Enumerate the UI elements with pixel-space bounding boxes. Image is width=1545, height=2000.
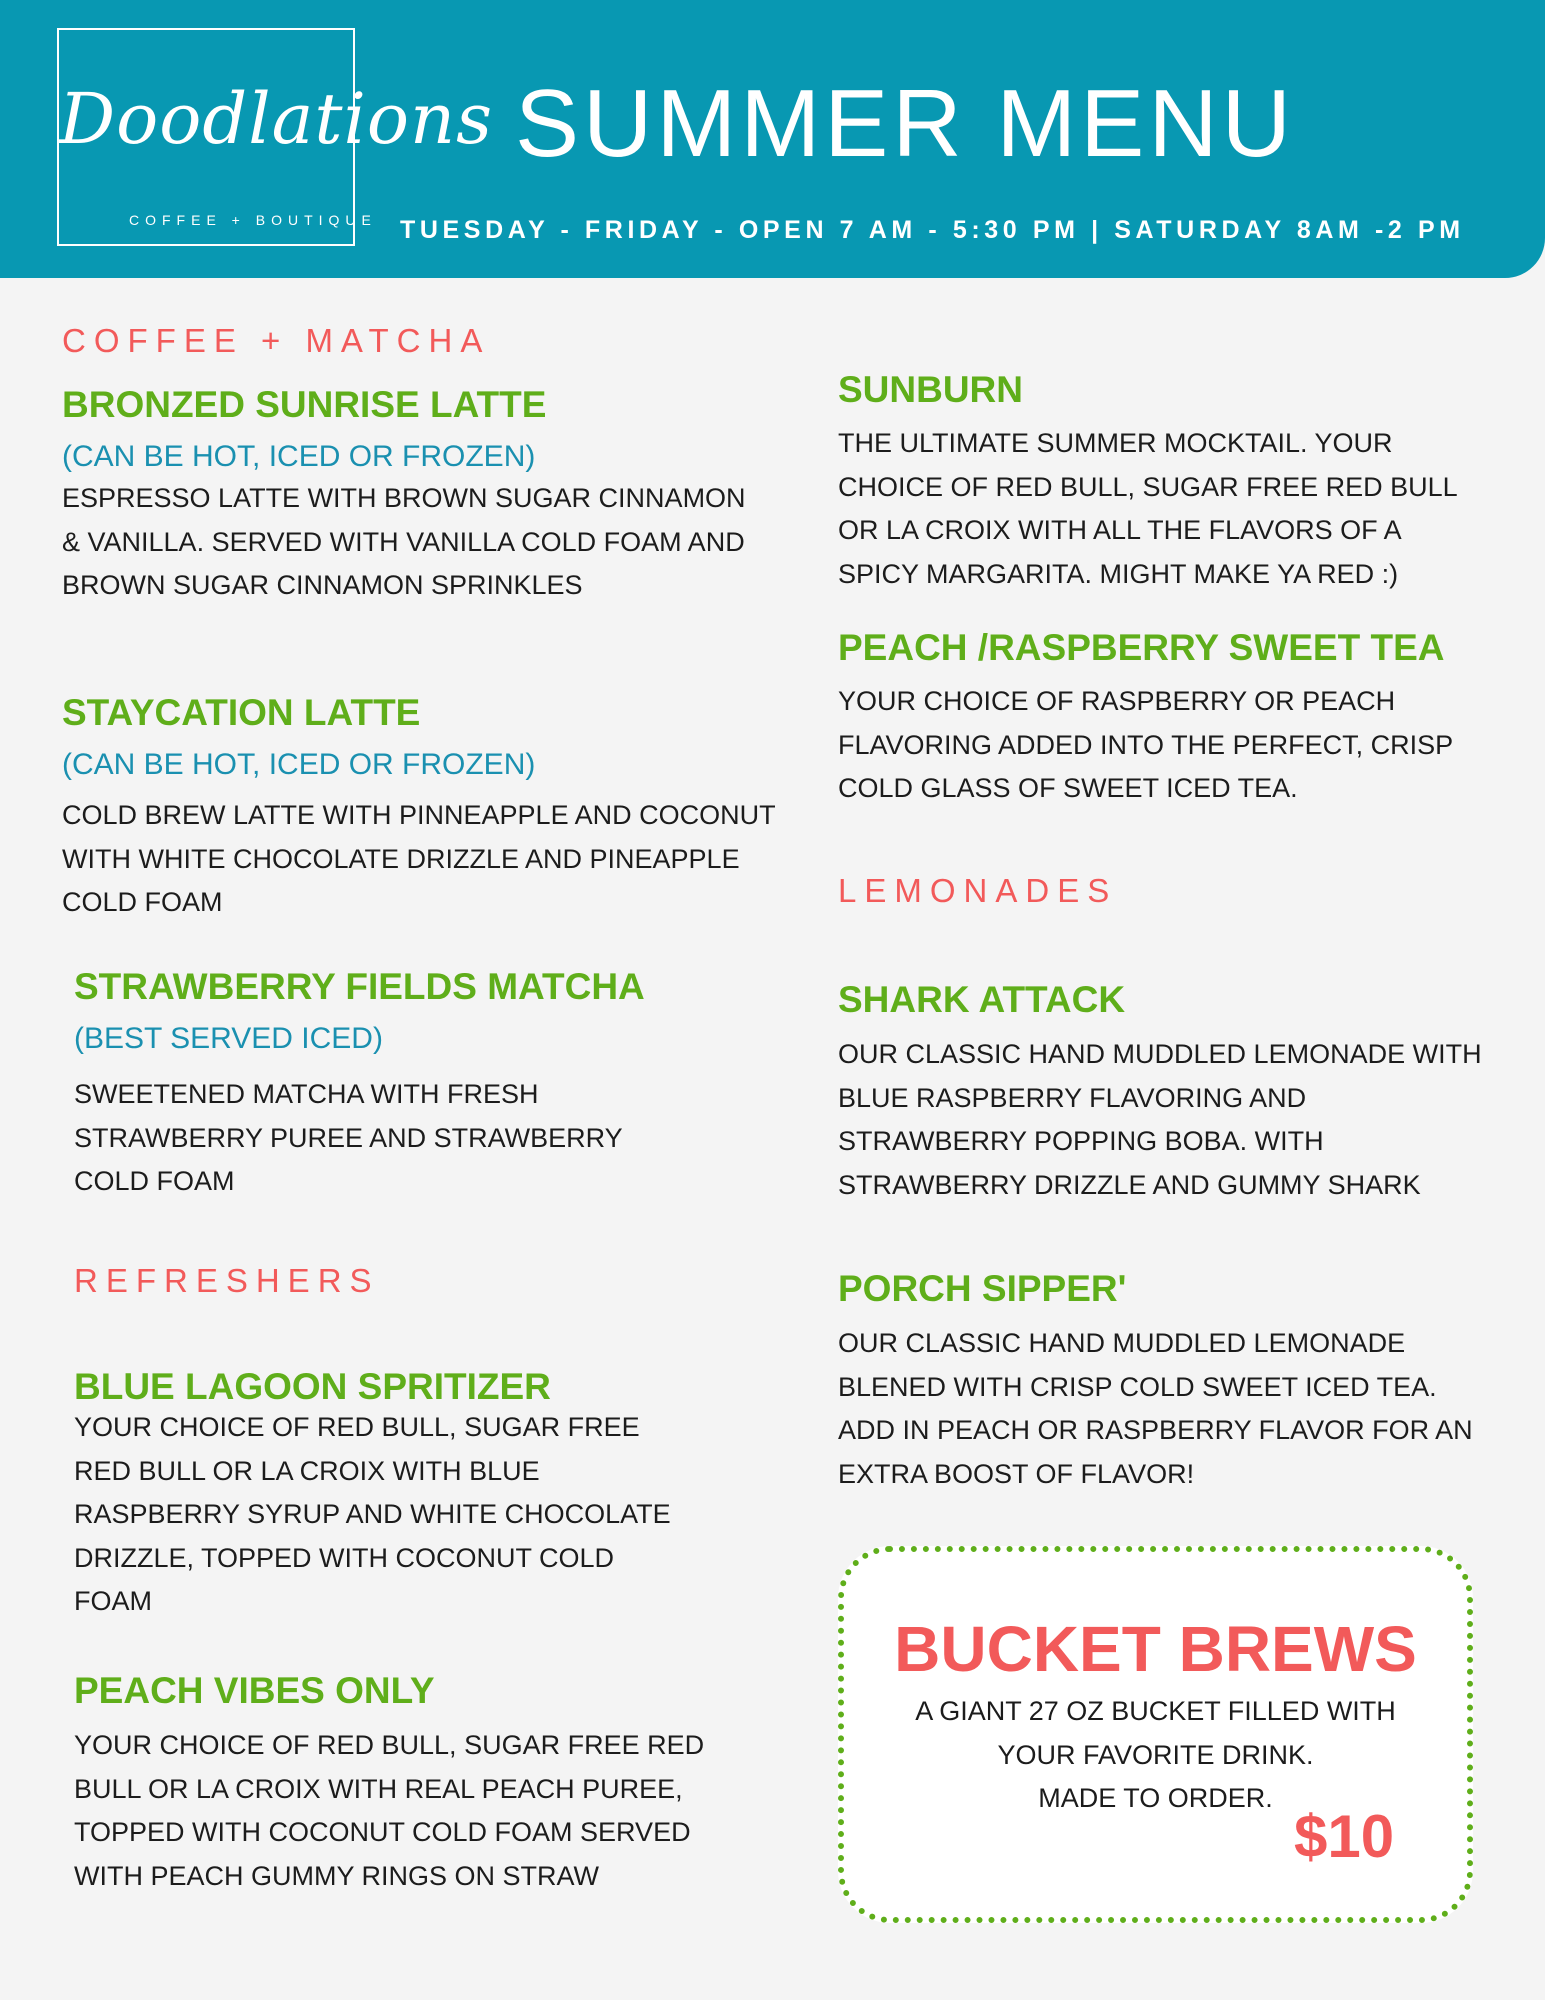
item-desc-peach-vibes: YOUR CHOICE OF RED BULL, SUGAR FREE RED BULL OR LA CROIX WITH REAL PEACH PUREE, TOPPED WITH COCONUT COLD FOAM SERVED WITH PEACH GUMMY RINGS ON STRAW (74, 1730, 705, 1891)
item-desc-porch-sipper: OUR CLASSIC HAND MUDDLED LEMONADE BLENED WITH CRISP COLD SWEET ICED TEA. ADD IN PEACH OR RASPBERRY FLAVOR FOR AN EXTRA BOOST OF FLAVOR! (838, 1328, 1473, 1489)
item-desc-bronzed-sunrise: ESPRESSO LATTE WITH BROWN SUGAR CINNAMON & VANILLA. SERVED WITH VANILLA COLD FOAM AND BROWN SUGAR CINNAMON SPRINKLES (62, 483, 746, 600)
item-name-shark-attack: SHARK ATTACK (838, 979, 1126, 1020)
page-title: SUMMER MENU (515, 70, 1295, 177)
opening-hours: TUESDAY - FRIDAY - OPEN 7 AM - 5:30 PM | SATURDAY 8AM -2 PM (400, 216, 1465, 244)
section-coffee-matcha: COFFEE + MATCHA (62, 322, 491, 359)
item-desc-sweet-tea: YOUR CHOICE OF RASPBERRY OR PEACH FLAVORING ADDED INTO THE PERFECT, CRISP COLD GLASS OF SWEET ICED TEA. (838, 686, 1453, 803)
item-desc-staycation: COLD BREW LATTE WITH PINNEAPPLE AND COCONUT WITH WHITE CHOCOLATE DRIZZLE AND PINEAPPLE COLD FOAM (62, 800, 776, 917)
bucket-brews-desc (844, 1690, 1467, 1821)
bucket-brews-title: BUCKET BREWS (894, 1613, 1417, 1685)
section-lemonades: LEMONADES (838, 872, 1118, 909)
item-note-staycation: (CAN BE HOT, ICED OR FROZEN) (62, 748, 536, 781)
bucket-line-2: YOUR FAVORITE DRINK. (997, 1739, 1314, 1770)
item-name-bronzed-sunrise: BRONZED SUNRISE LATTE (62, 384, 547, 425)
bucket-line-1: A GIANT 27 OZ BUCKET FILLED WITH (915, 1696, 1396, 1726)
section-refreshers: REFRESHERS (74, 1262, 380, 1299)
logo-subtitle: COFFEE + BOUTIQUE (129, 212, 377, 228)
bucket-line-3: MADE TO ORDER. (1038, 1783, 1273, 1813)
logo (57, 28, 494, 246)
item-name-blue-lagoon: BLUE LAGOON SPRITIZER (74, 1366, 551, 1407)
item-desc-blue-lagoon: YOUR CHOICE OF RED BULL, SUGAR FREE RED BULL OR LA CROIX WITH BLUE RASPBERRY SYRUP AND WHITE CHOCOLATE DRIZZLE, TOPPED WITH COCONUT COLD FOAM (74, 1412, 671, 1616)
item-name-staycation: STAYCATION LATTE (62, 692, 421, 733)
item-name-sweet-tea: PEACH /RASPBERRY SWEET TEA (838, 627, 1445, 668)
item-desc-sunburn: THE ULTIMATE SUMMER MOCKTAIL. YOUR CHOICE OF RED BULL, SUGAR FREE RED BULL OR LA CROIX WITH ALL THE FLAVORS OF A SPICY MARGARITA. MIGHT MAKE YA RED :) (838, 428, 1457, 589)
item-desc-strawberry-fields: SWEETENED MATCHA WITH FRESH STRAWBERRY PUREE AND STRAWBERRY COLD FOAM (74, 1079, 623, 1196)
header-banner (0, 0, 1545, 278)
item-name-sunburn: SUNBURN (838, 369, 1023, 410)
item-note-bronzed-sunrise: (CAN BE HOT, ICED OR FROZEN) (62, 440, 536, 473)
bucket-brews-box (838, 1546, 1473, 1923)
item-note-strawberry-fields: (BEST SERVED ICED) (74, 1022, 383, 1055)
logo-script: Doodlations (59, 78, 494, 160)
item-name-strawberry-fields: STRAWBERRY FIELDS MATCHA (74, 966, 645, 1007)
bucket-brews-price: $10 (1294, 1803, 1395, 1870)
item-desc-shark-attack: OUR CLASSIC HAND MUDDLED LEMONADE WITH BLUE RASPBERRY FLAVORING AND STRAWBERRY POPPING BOBA. WITH STRAWBERRY DRIZZLE AND GUMMY SHARK (838, 1039, 1482, 1200)
item-name-porch-sipper: PORCH SIPPER' (838, 1268, 1127, 1309)
item-name-peach-vibes: PEACH VIBES ONLY (74, 1670, 435, 1711)
